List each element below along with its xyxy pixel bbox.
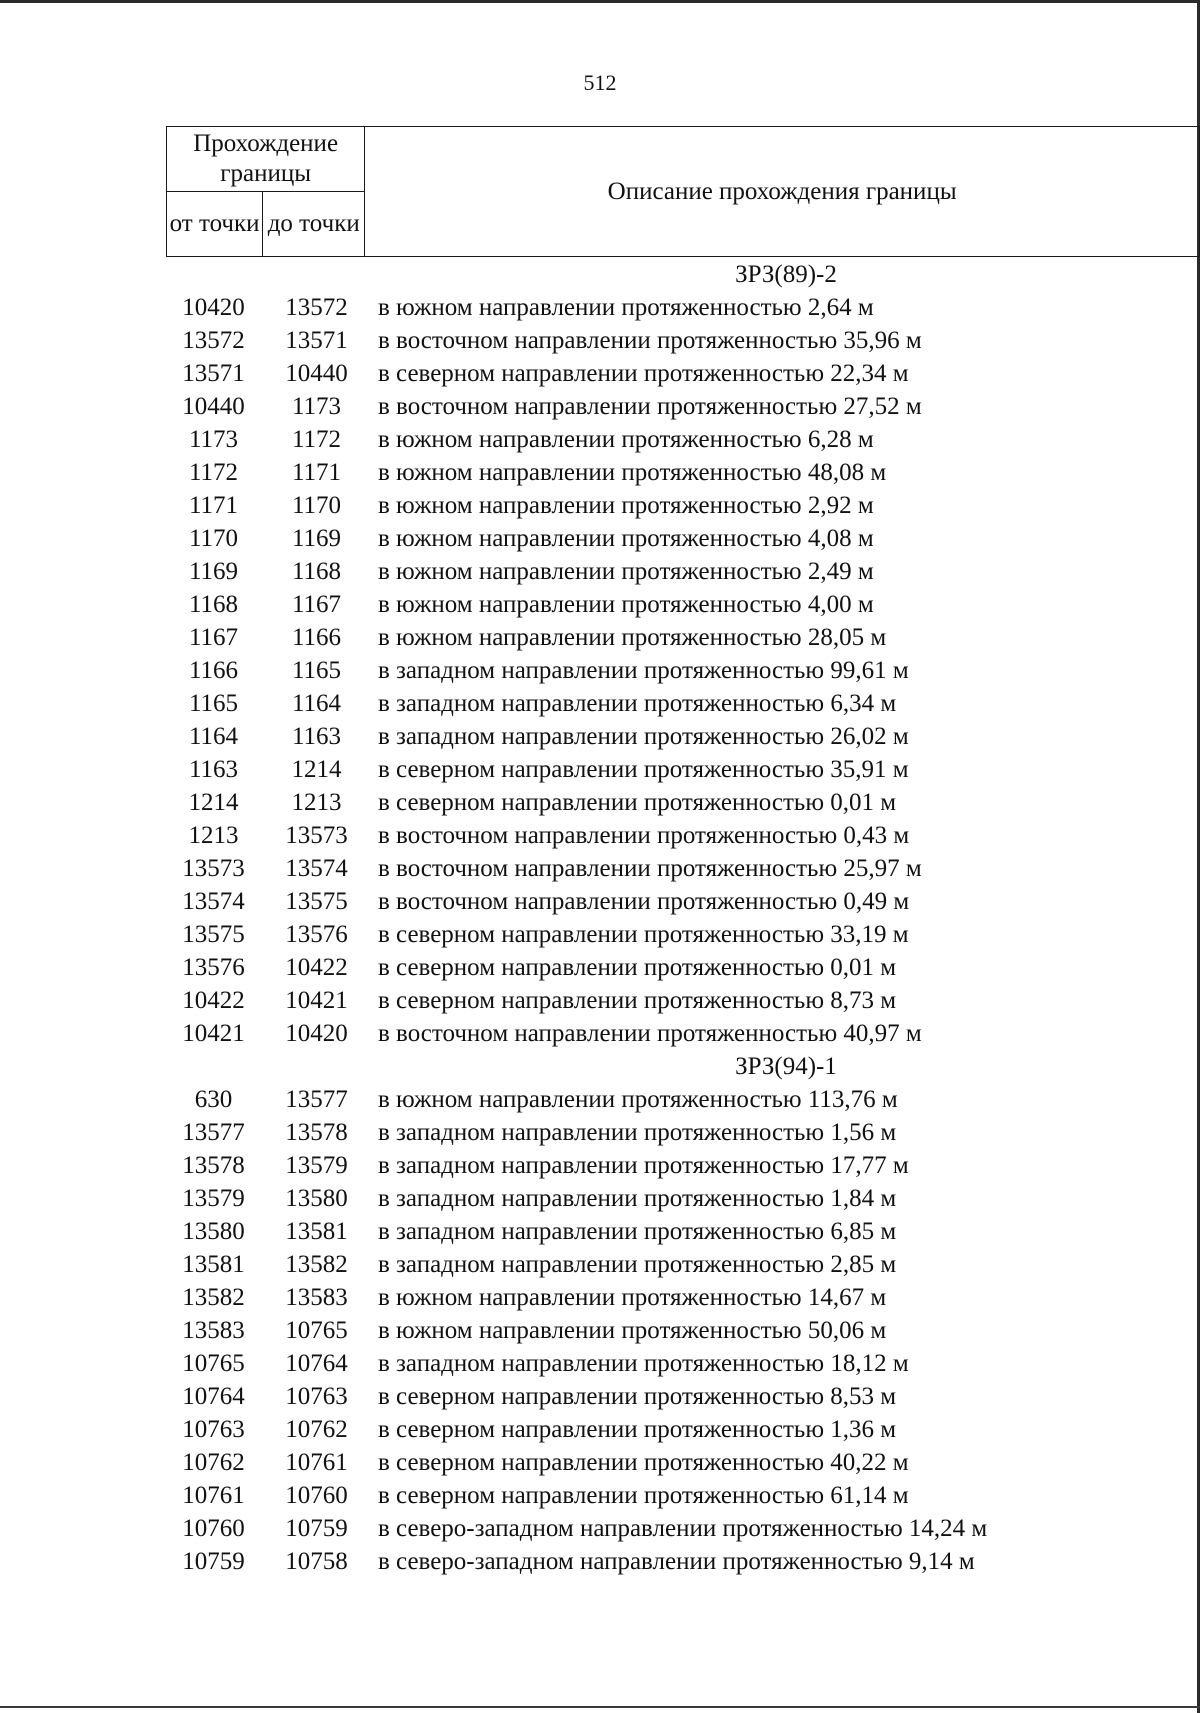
to-point-cell: 10422 [285, 954, 348, 981]
from-point-cell: 10440 [182, 393, 245, 420]
to-point-cell: 1167 [291, 591, 342, 618]
table-row [166, 819, 1200, 852]
table-row [166, 291, 1200, 324]
from-point-cell: 1167 [188, 624, 239, 651]
from-point-cell: 13580 [182, 1218, 245, 1245]
table-row [166, 1347, 1200, 1380]
table-row [166, 324, 1200, 357]
from-point-cell: 13573 [182, 855, 245, 882]
description-cell: в восточном направлении протяженностью 0,49 м [378, 888, 910, 915]
table-row [166, 1413, 1200, 1446]
description-cell: в западном направлении протяженностью 1,84 м [378, 1185, 897, 1212]
table-row [166, 1512, 1200, 1545]
header-boundary-passage: Прохождение границы [167, 127, 365, 192]
description-cell: в северо-западном направлении протяженностью 14,24 м [378, 1515, 988, 1542]
from-point-cell: 13574 [182, 888, 245, 915]
from-point-cell: 10760 [182, 1515, 245, 1542]
description-cell: в восточном направлении протяженностью 25,97 м [378, 855, 922, 882]
description-cell: в северном направлении протяженностью 1,36 м [378, 1416, 897, 1443]
description-cell: в южном направлении протяженностью 2,49 м [378, 558, 874, 585]
section-title: ЗРЗ(89)-2 [735, 261, 837, 288]
description-cell: в северо-западном направлении протяженностью 9,14 м [378, 1548, 975, 1575]
table-row [166, 621, 1200, 654]
description-cell: в южном направлении протяженностью 4,08 м [378, 525, 874, 552]
to-point-cell: 1171 [291, 459, 342, 486]
to-point-cell: 10762 [285, 1416, 348, 1443]
table-row [166, 489, 1200, 522]
description-cell: в северном направлении протяженностью 8,73 м [378, 987, 897, 1014]
to-point-cell: 13572 [285, 294, 348, 321]
from-point-cell: 13575 [182, 921, 245, 948]
description-cell: в южном направлении протяженностью 50,06 м [378, 1317, 887, 1344]
to-point-cell: 13578 [285, 1119, 348, 1146]
table-row [166, 984, 1200, 1017]
from-point-cell: 13579 [182, 1185, 245, 1212]
from-point-cell: 10421 [182, 1020, 245, 1047]
from-point-cell: 10761 [182, 1482, 245, 1509]
to-point-cell: 10759 [285, 1515, 348, 1542]
description-cell: в северном направлении протяженностью 33,19 м [378, 921, 909, 948]
table-row [166, 423, 1200, 456]
from-point-cell: 10763 [182, 1416, 245, 1443]
description-cell: в западном направлении протяженностью 2,85 м [378, 1251, 897, 1278]
to-point-cell: 13573 [285, 822, 348, 849]
table-row [166, 951, 1200, 984]
table-row [166, 588, 1200, 621]
description-cell: в западном направлении протяженностью 18,12 м [378, 1350, 909, 1377]
description-cell: в южном направлении протяженностью 113,76 м [378, 1086, 898, 1113]
to-point-cell: 13583 [285, 1284, 348, 1311]
table-row [166, 390, 1200, 423]
from-point-cell: 1164 [188, 723, 239, 750]
from-point-cell: 10420 [182, 294, 245, 321]
description-cell: в северном направлении протяженностью 40,22 м [378, 1449, 909, 1476]
table-row [166, 1083, 1200, 1116]
description-cell: в западном направлении протяженностью 1,56 м [378, 1119, 897, 1146]
to-point-cell: 10764 [285, 1350, 348, 1377]
header-to-point: до точки [263, 192, 365, 257]
to-point-cell: 1172 [291, 426, 342, 453]
from-point-cell: 10765 [182, 1350, 245, 1377]
description-cell: в северном направлении протяженностью 35,91 м [378, 756, 909, 783]
description-cell: в южном направлении протяженностью 2,92 м [378, 492, 874, 519]
scan-border-top [0, 0, 1200, 3]
from-point-cell: 13581 [182, 1251, 245, 1278]
table-row [166, 1182, 1200, 1215]
table-row [166, 1545, 1200, 1578]
description-cell: в южном направлении протяженностью 6,28 м [378, 426, 874, 453]
from-point-cell: 1169 [188, 558, 239, 585]
description-cell: в западном направлении протяженностью 26,02 м [378, 723, 909, 750]
to-point-cell: 13574 [285, 855, 348, 882]
description-cell: в южном направлении протяженностью 28,05 м [378, 624, 887, 651]
table-row [166, 720, 1200, 753]
from-point-cell: 1170 [188, 525, 239, 552]
boundary-table-body [166, 258, 1200, 1578]
from-point-cell: 1173 [188, 426, 239, 453]
table-row [166, 1116, 1200, 1149]
from-point-cell: 13578 [182, 1152, 245, 1179]
scan-border-bottom [0, 1706, 1200, 1708]
table-row [166, 885, 1200, 918]
section-title: ЗРЗ(94)-1 [735, 1053, 837, 1080]
from-point-cell: 1166 [188, 657, 239, 684]
table-row [166, 753, 1200, 786]
from-point-cell: 1172 [188, 459, 239, 486]
to-point-cell: 1213 [291, 789, 342, 816]
from-point-cell: 10759 [182, 1548, 245, 1575]
page-number: 512 [583, 70, 617, 95]
to-point-cell: 1170 [291, 492, 342, 519]
to-point-cell: 1164 [291, 690, 342, 717]
to-point-cell: 1173 [291, 393, 342, 420]
table-row [166, 357, 1200, 390]
description-cell: в северном направлении протяженностью 8,53 м [378, 1383, 897, 1410]
table-row [166, 786, 1200, 819]
from-point-cell: 13576 [182, 954, 245, 981]
header-description: Описание прохождения границы [365, 127, 1200, 257]
description-cell: в западном направлении протяженностью 6,34 м [378, 690, 897, 717]
to-point-cell: 13580 [285, 1185, 348, 1212]
to-point-cell: 13576 [285, 921, 348, 948]
table-row [166, 456, 1200, 489]
description-cell: в западном направлении протяженностью 17,77 м [378, 1152, 909, 1179]
from-point-cell: 13582 [182, 1284, 245, 1311]
from-point-cell: 10422 [182, 987, 245, 1014]
from-point-cell: 13583 [182, 1317, 245, 1344]
table-row [166, 1380, 1200, 1413]
table-row [166, 555, 1200, 588]
description-cell: в южном направлении протяженностью 14,67 м [378, 1284, 887, 1311]
table-row [166, 852, 1200, 885]
description-cell: в северном направлении протяженностью 0,01 м [378, 954, 897, 981]
to-point-cell: 1166 [291, 624, 342, 651]
description-cell: в южном направлении протяженностью 4,00 м [378, 591, 874, 618]
to-point-cell: 13577 [285, 1086, 348, 1113]
from-point-cell: 1213 [188, 822, 239, 849]
table-row [166, 918, 1200, 951]
description-cell: в южном направлении протяженностью 48,08 м [378, 459, 887, 486]
header-from-point: от точки [167, 192, 263, 257]
from-point-cell: 1163 [188, 756, 239, 783]
to-point-cell: 10421 [285, 987, 348, 1014]
table-header [166, 126, 1200, 257]
description-cell: в восточном направлении протяженностью 35,96 м [378, 327, 922, 354]
table-row [166, 1479, 1200, 1512]
to-point-cell: 1169 [291, 525, 342, 552]
from-point-cell: 630 [194, 1086, 233, 1113]
to-point-cell: 10440 [285, 360, 348, 387]
from-point-cell: 1214 [188, 789, 239, 816]
table-row [166, 522, 1200, 555]
table-row [166, 1248, 1200, 1281]
from-point-cell: 10762 [182, 1449, 245, 1476]
to-point-cell: 13575 [285, 888, 348, 915]
to-point-cell: 13571 [285, 327, 348, 354]
to-point-cell: 13581 [285, 1218, 348, 1245]
table-row [166, 1017, 1200, 1050]
table-row [166, 654, 1200, 687]
description-cell: в восточном направлении протяженностью 27,52 м [378, 393, 922, 420]
table-row [166, 1314, 1200, 1347]
to-point-cell: 1168 [291, 558, 342, 585]
table-row [166, 1149, 1200, 1182]
description-cell: в северном направлении протяженностью 0,01 м [378, 789, 897, 816]
from-point-cell: 13571 [182, 360, 245, 387]
to-point-cell: 10760 [285, 1482, 348, 1509]
description-cell: в северном направлении протяженностью 22,34 м [378, 360, 909, 387]
table-row [166, 1446, 1200, 1479]
from-point-cell: 1165 [188, 690, 239, 717]
to-point-cell: 1163 [291, 723, 342, 750]
description-cell: в восточном направлении протяженностью 0,43 м [378, 822, 910, 849]
description-cell: в северном направлении протяженностью 61,14 м [378, 1482, 909, 1509]
from-point-cell: 13577 [182, 1119, 245, 1146]
to-point-cell: 1214 [291, 756, 342, 783]
description-cell: в западном направлении протяженностью 6,85 м [378, 1218, 897, 1245]
to-point-cell: 1165 [291, 657, 342, 684]
description-cell: в южном направлении протяженностью 2,64 м [378, 294, 874, 321]
from-point-cell: 10764 [182, 1383, 245, 1410]
description-cell: в восточном направлении протяженностью 40,97 м [378, 1020, 922, 1047]
table-row [166, 1215, 1200, 1248]
description-cell: в западном направлении протяженностью 99,61 м [378, 657, 909, 684]
from-point-cell: 1171 [188, 492, 239, 519]
to-point-cell: 10761 [285, 1449, 348, 1476]
to-point-cell: 13579 [285, 1152, 348, 1179]
to-point-cell: 10420 [285, 1020, 348, 1047]
to-point-cell: 10763 [285, 1383, 348, 1410]
table-row [166, 1281, 1200, 1314]
to-point-cell: 13582 [285, 1251, 348, 1278]
to-point-cell: 10758 [285, 1548, 348, 1575]
from-point-cell: 13572 [182, 327, 245, 354]
from-point-cell: 1168 [188, 591, 239, 618]
table-row [166, 687, 1200, 720]
to-point-cell: 10765 [285, 1317, 348, 1344]
